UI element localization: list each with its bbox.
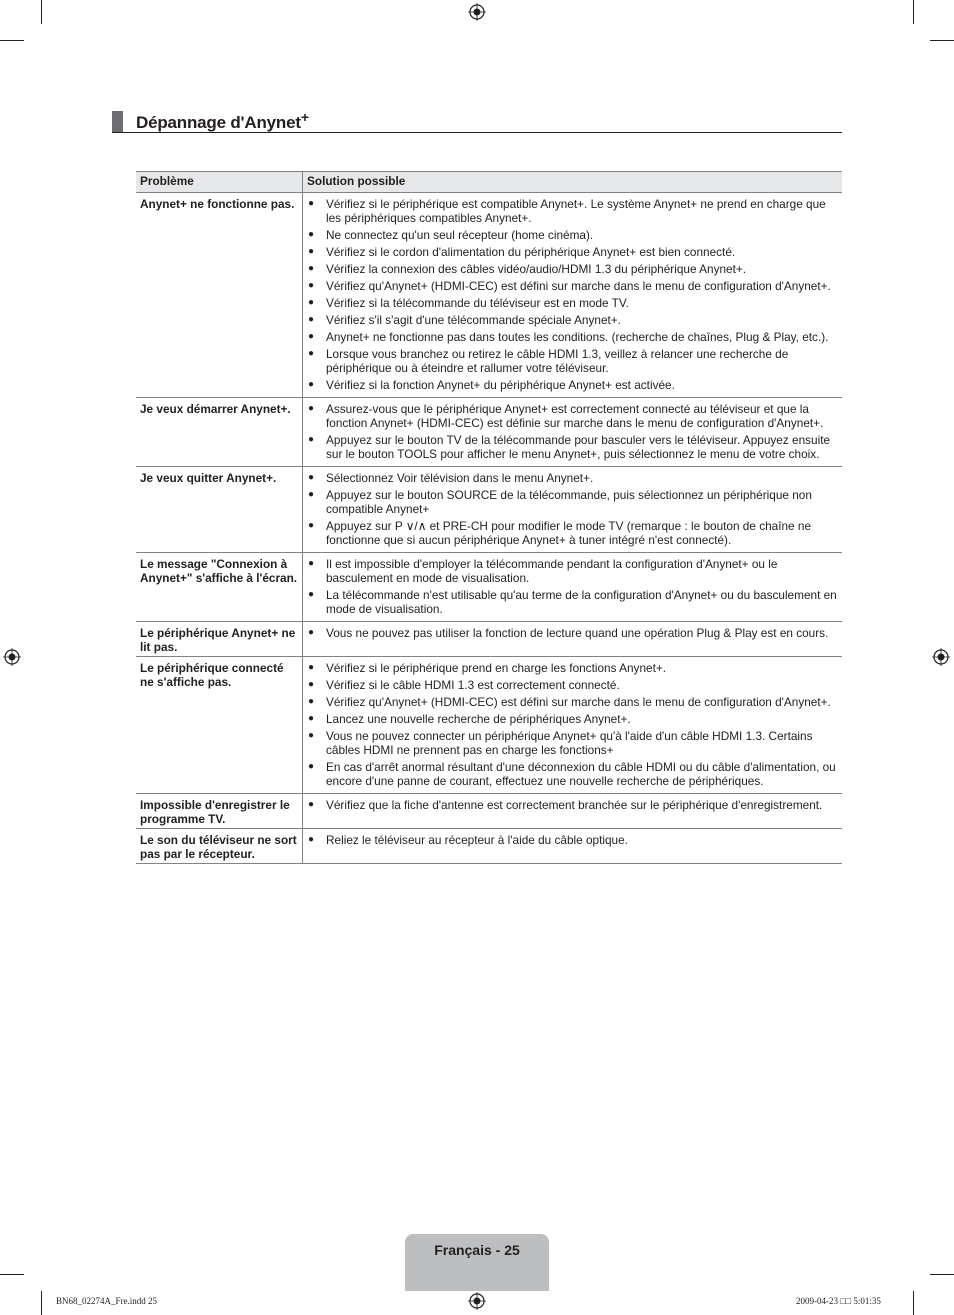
solution-item: ● Lorsque vous branchez ou retirez le câble HDMI 1.3, veillez à relancer une recherche de périphérique ou à éteindre et rallumer votre téléviseur. — [307, 347, 838, 375]
crop-mark — [930, 1274, 954, 1275]
problem-cell: Le message "Connexion à Anynet+" s'affiche à l'écran. — [136, 553, 303, 622]
solution-item: ● Vérifiez si la fonction Anynet+ du périphérique Anynet+ est activée. — [307, 378, 838, 392]
crop-mark — [41, 1291, 42, 1315]
table-row — [136, 794, 842, 829]
page-title — [136, 109, 309, 133]
page-title-text: Dépannage d'Anynet — [136, 113, 301, 132]
page-number: Français - 25 — [434, 1242, 520, 1258]
solution-cell — [303, 794, 843, 829]
registration-mark-icon — [468, 3, 486, 21]
page-number-tab — [405, 1234, 549, 1291]
solution-list — [307, 555, 838, 616]
solution-item: ● Il est impossible d'employer la télécommande pendant la configuration d'Anynet+ ou le basculement en mode de visualisation. — [307, 557, 838, 585]
crop-mark — [41, 0, 42, 24]
solution-item: ● Vérifiez la connexion des câbles vidéo/audio/HDMI 1.3 du périphérique Anynet+. — [307, 262, 838, 276]
solution-cell — [303, 467, 843, 553]
table-row — [136, 553, 842, 622]
solution-item: ● Vérifiez s'il s'agit d'une télécommande spéciale Anynet+. — [307, 313, 838, 327]
solution-cell — [303, 193, 843, 398]
problem-cell: Je veux démarrer Anynet+. — [136, 398, 303, 467]
solution-item: ● Vérifiez si le périphérique est compatible Anynet+. Le système Anynet+ ne prend en charge que les périphériques compatibles Anynet+. — [307, 197, 838, 225]
crop-mark — [913, 1291, 914, 1315]
problem-cell: Le périphérique Anynet+ ne lit pas. — [136, 622, 303, 657]
title-marker — [112, 111, 123, 132]
problem-cell: Le périphérique connecté ne s'affiche pas. — [136, 657, 303, 794]
table-row — [136, 657, 842, 794]
solution-item: ● Vérifiez si le câble HDMI 1.3 est correctement connecté. — [307, 678, 838, 692]
solution-list — [307, 796, 838, 812]
solution-item: ● Appuyez sur le bouton SOURCE de la télécommande, puis sélectionnez un périphérique non compatible Anynet+ — [307, 488, 838, 516]
solution-item: ● Vérifiez si la télécommande du téléviseur est en mode TV. — [307, 296, 838, 310]
problem-cell: Impossible d'enregistrer le programme TV. — [136, 794, 303, 829]
solution-cell — [303, 622, 843, 657]
column-header-problem: Problème — [136, 172, 303, 193]
table-row — [136, 829, 842, 864]
solution-item: ● Vérifiez qu'Anynet+ (HDMI-CEC) est défini sur marche dans le menu de configuration d'Anynet+. — [307, 695, 838, 709]
solution-item: ● Vérifiez que la fiche d'antenne est correctement branchée sur le périphérique d'enregistrement. — [307, 798, 838, 812]
solution-list — [307, 831, 838, 847]
solution-item: ● Sélectionnez Voir télévision dans le menu Anynet+. — [307, 471, 838, 485]
solution-list — [307, 195, 838, 392]
table-row — [136, 622, 842, 657]
solution-item: ● Ne connectez qu'un seul récepteur (home cinéma). — [307, 228, 838, 242]
solution-item: ● Appuyez sur le bouton TV de la télécommande pour basculer vers le téléviseur. Appuyez ensuite sur le bouton TOOLS pour afficher le menu Anynet+, puis sélectionnez le menu de votre choix. — [307, 433, 838, 461]
solution-item: ● En cas d'arrêt anormal résultant d'une déconnexion du câble HDMI ou du câble d'alimentation, ou encore d'une panne de courant, effectuez une nouvelle recherche de périphériques. — [307, 760, 838, 788]
registration-mark-icon — [932, 648, 950, 666]
solution-list — [307, 400, 838, 461]
troubleshooting-table — [136, 171, 842, 864]
solution-item: ● La télécommande n'est utilisable qu'au terme de la configuration d'Anynet+ ou du basculement en mode de visualisation. — [307, 588, 838, 616]
column-header-solution: Solution possible — [303, 172, 843, 193]
date-slug: 2009-04-23 □□ 5:01:35 — [796, 1296, 881, 1306]
solution-list — [307, 469, 838, 547]
problem-cell: Le son du téléviseur ne sort pas par le récepteur. — [136, 829, 303, 864]
crop-mark — [913, 0, 914, 24]
solution-cell — [303, 398, 843, 467]
solution-item: ● Appuyez sur P ∨/∧ et PRE-CH pour modifier le mode TV (remarque : le bouton de chaîne ne fonctionne que si aucun périphérique Anynet+ à tuner intégré n'est connecté). — [307, 519, 838, 547]
solution-cell — [303, 657, 843, 794]
solution-item: ● Reliez le téléviseur au récepteur à l'aide du câble optique. — [307, 833, 838, 847]
registration-mark-icon — [468, 1292, 486, 1310]
file-slug: BN68_02274A_Fre.indd 25 — [56, 1296, 157, 1306]
crop-mark — [930, 40, 954, 41]
registration-mark-icon — [3, 648, 21, 666]
table-row — [136, 467, 842, 553]
table-body — [136, 193, 842, 864]
problem-cell: Anynet+ ne fonctionne pas. — [136, 193, 303, 398]
crop-mark — [0, 40, 24, 41]
problem-cell: Je veux quitter Anynet+. — [136, 467, 303, 553]
section-title-bar — [112, 108, 842, 133]
solution-item: ● Vérifiez si le cordon d'alimentation du périphérique Anynet+ est bien connecté. — [307, 245, 838, 259]
crop-mark — [0, 1274, 24, 1275]
solution-list — [307, 659, 838, 788]
solution-item: ● Vérifiez qu'Anynet+ (HDMI-CEC) est défini sur marche dans le menu de configuration d'Anynet+. — [307, 279, 838, 293]
solution-item: ● Lancez une nouvelle recherche de périphériques Anynet+. — [307, 712, 838, 726]
solution-item: ● Vous ne pouvez pas utiliser la fonction de lecture quand une opération Plug & Play est en cours. — [307, 626, 838, 640]
table-row — [136, 193, 842, 398]
solution-cell — [303, 829, 843, 864]
page-title-superscript: + — [300, 109, 309, 125]
solution-item: ● Anynet+ ne fonctionne pas dans toutes les conditions. (recherche de chaînes, Plug & Play, etc.). — [307, 330, 838, 344]
solution-list — [307, 624, 838, 640]
solution-item: ● Assurez-vous que le périphérique Anynet+ est correctement connecté au téléviseur et que la fonction Anynet+ (HDMI-CEC) est définie sur marche dans le menu de configuration d'Anynet+. — [307, 402, 838, 430]
solution-item: ● Vérifiez si le périphérique prend en charge les fonctions Anynet+. — [307, 661, 838, 675]
table-row — [136, 398, 842, 467]
solution-item: ● Vous ne pouvez connecter un périphérique Anynet+ qu'à l'aide d'un câble HDMI 1.3. Certains câbles HDMI ne prennent pas en charge les fonctions+ — [307, 729, 838, 757]
solution-cell — [303, 553, 843, 622]
table-header-row — [136, 172, 842, 193]
